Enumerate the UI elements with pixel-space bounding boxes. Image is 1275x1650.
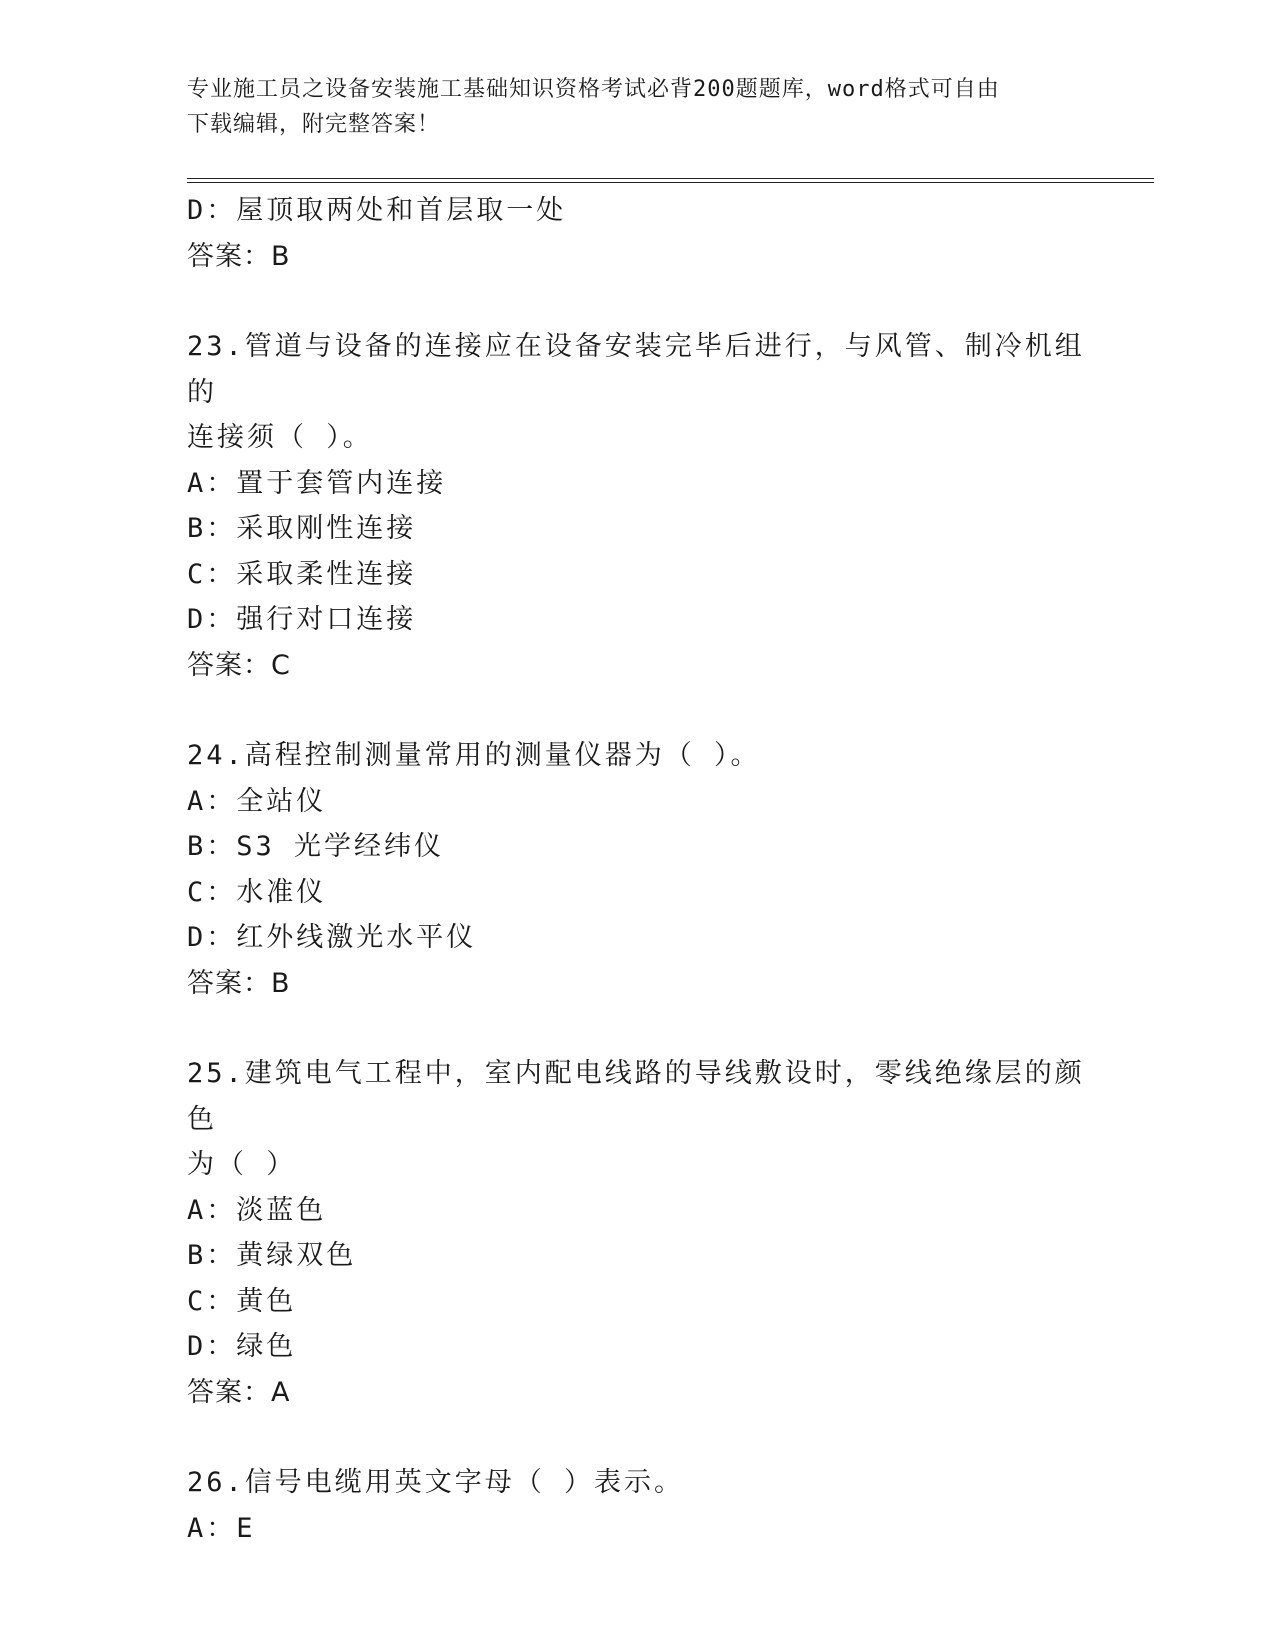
question-stem-line2: 连接须（ ）。 bbox=[187, 422, 373, 453]
option-b: B：S3 光学经纬仪 bbox=[187, 831, 445, 862]
answer-line: 答案：B bbox=[187, 967, 291, 999]
option-c: C：水准仪 bbox=[187, 876, 327, 908]
document-header bbox=[187, 72, 1087, 142]
previous-question-tail bbox=[187, 188, 1087, 279]
header-title-line2: 下载编辑，附完整答案！ bbox=[187, 112, 441, 137]
answer-line: 答案：A bbox=[187, 1376, 291, 1408]
question-23 bbox=[187, 324, 1087, 688]
question-stem-line1: 24.高程控制测量常用的测量仪器为（ ）。 bbox=[187, 740, 761, 771]
option-a: A：淡蓝色 bbox=[187, 1194, 327, 1226]
question-26 bbox=[187, 1460, 1087, 1551]
option-b: B：黄绿双色 bbox=[187, 1240, 357, 1271]
question-stem-line1: 26.信号电缆用英文字母（ ）表示。 bbox=[187, 1467, 685, 1498]
option-a: A：E bbox=[187, 1512, 256, 1544]
option-d: D：绿色 bbox=[187, 1331, 297, 1362]
answer-line: 答案：B bbox=[187, 240, 291, 272]
question-24 bbox=[187, 733, 1087, 1006]
answer-line: 答案：C bbox=[187, 649, 291, 681]
question-stem-line2: 为（ ） bbox=[187, 1149, 297, 1180]
question-list bbox=[187, 188, 1087, 1551]
option-a: A：全站仪 bbox=[187, 785, 327, 817]
option-c: C：黄色 bbox=[187, 1285, 297, 1317]
question-stem-line1: 23.管道与设备的连接应在设备安装完毕后进行，与风管、制冷机组的 bbox=[187, 331, 1085, 408]
option-b: B：采取刚性连接 bbox=[187, 513, 417, 544]
question-25 bbox=[187, 1051, 1087, 1415]
option-d: D：红外线激光水平仪 bbox=[187, 922, 477, 953]
option-a: A：置于套管内连接 bbox=[187, 467, 447, 499]
option-d: D：屋顶取两处和首层取一处 bbox=[187, 195, 567, 226]
question-stem-line1: 25.建筑电气工程中，室内配电线路的导线敷设时，零线绝缘层的颜色 bbox=[187, 1058, 1085, 1135]
header-divider bbox=[187, 178, 1154, 183]
header-title-line1: 专业施工员之设备安装施工基础知识资格考试必背200题题库，word格式可自由 bbox=[187, 77, 1000, 102]
option-c: C：采取柔性连接 bbox=[187, 558, 417, 590]
option-d: D：强行对口连接 bbox=[187, 604, 417, 635]
